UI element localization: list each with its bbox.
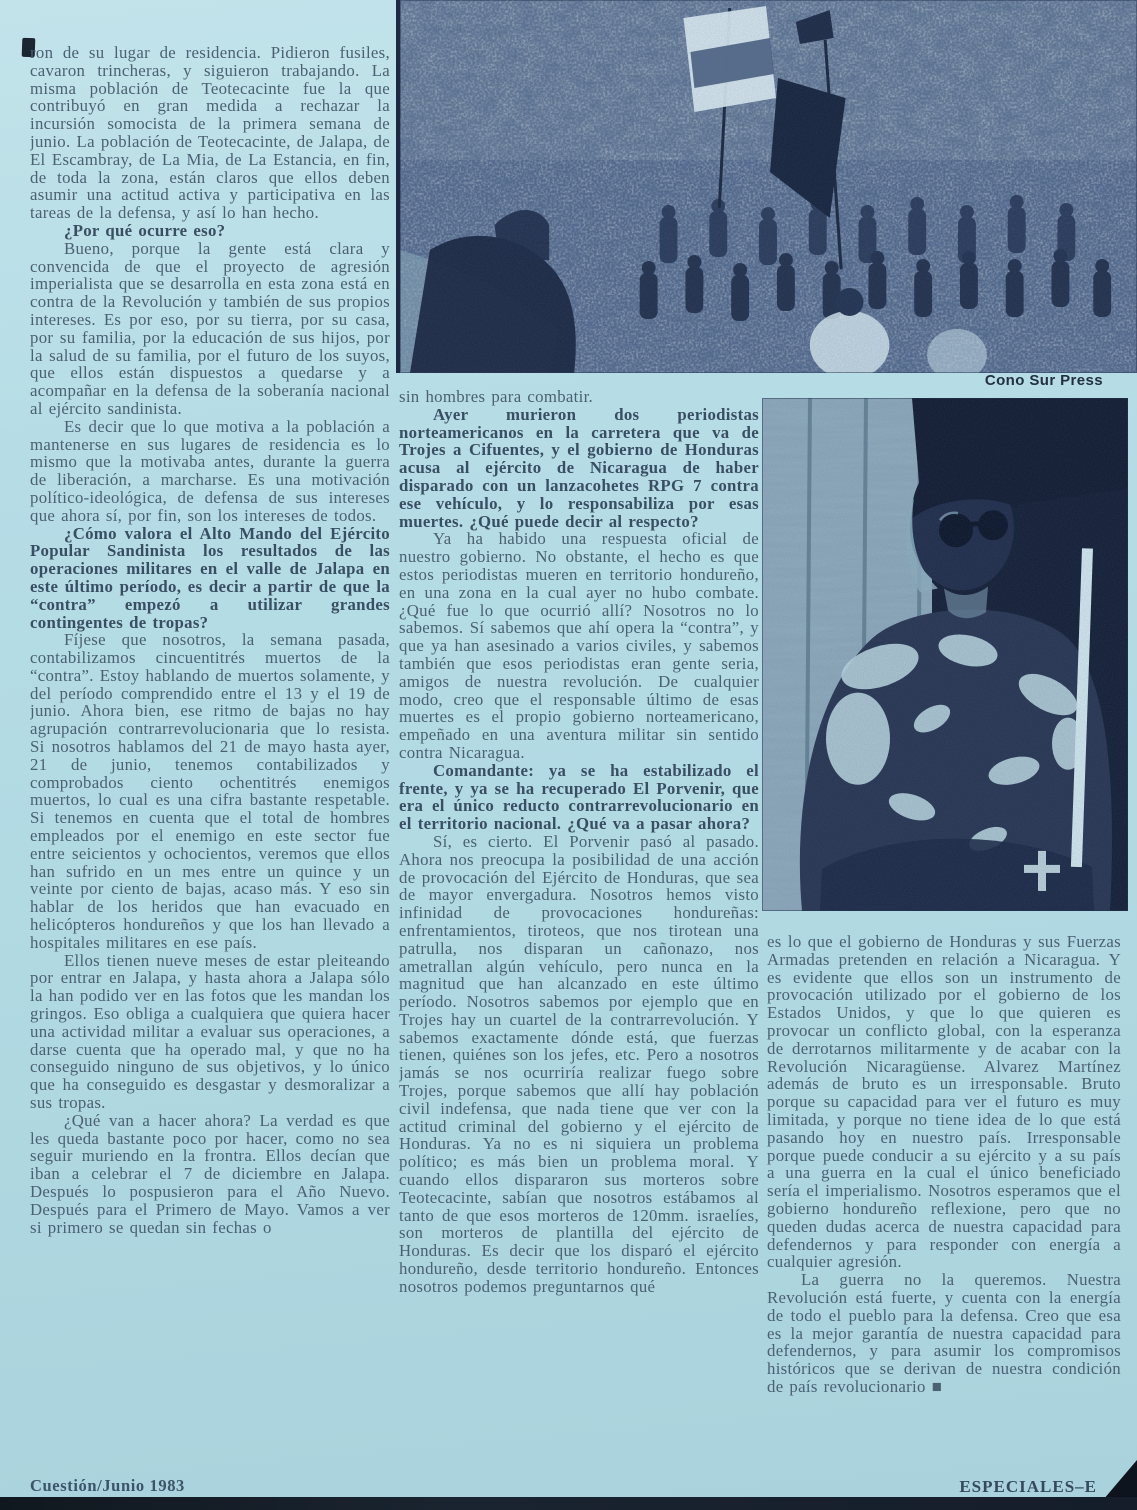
paragraph: Comandante: ya se ha estabilizado el frente, y ya se ha recuperado El Porvenir, que era el único reducto contrarrevolucionario en el territorio nacional. ¿Qué va a pasar ahora? (399, 760, 759, 834)
commander-portrait-photo (762, 398, 1128, 911)
column-right (767, 933, 1121, 1473)
paragraph: ¿Cómo valora el Alto Mando del Ejército Popular Sandinista los resultados de las operaciones militares en el valle de Jalapa en este último período, es decir a partir de que la “contra” empezó a utilizar grandes contingentes de tropas? (30, 523, 390, 632)
bottom-bar (0, 1497, 1137, 1510)
paragraph: Ellos tienen nueve meses de estar pleiteando por entrar en Jalapa, y hasta ahora a Jalapa sólo la han podido ver en las fotos que les mandan los gringos. Eso obliga a cualquiera que quiera hacer una actividad militar a evaluar sus operaciones, a darse cuenta que ha operado mal, y que no ha conseguido ninguno de sus objetivos, y lo único que ha conseguido es desgastar y desmoralizar a sus tropas. (30, 950, 390, 1113)
commander-portrait-illustration (762, 398, 1128, 911)
paragraph: ¿Por qué ocurre eso? (64, 220, 226, 240)
paragraph: ¿Qué van a hacer ahora? La verdad es que les queda bastante poco por hacer, como no sea seguir muriendo en la frontra. Ellos decían que iban a celebrar el 7 de diciembre en Jalapa. Después lo pospusieron para el Año Nuevo. Después para el Primero de Mayo. Vamos a ver si primero se quedan sin fechas o (30, 1110, 390, 1237)
paragraph: Fíjese que nosotros, la semana pasada, contabilizamos cincuentitrés muertos de la “contra”. Estoy hablando de muertos solamente, y del período comprendido entre el 13 y el 19 de junio. Ahora bien, ese ritmo de bajas no hay agrupación contrarrevolucionaria que lo resista. Si nosotros hablamos del 21 de mayo hasta ayer, 21 de junio, tenemos contabilizados y comprobados ciento ochentitrés enemigos muertos, lo cual es una cifra bastante respetable. Si tenemos en cuenta que el total de hombres empleados por el enemigo en este sector fue entre seicientos y ochocientos, veremos que ellos han sufrido en un mes entre un quince y un veinte por ciento de bajas, acaso más. Y eso sin hablar de los heridos que han evacuado en helicópteros hondureños y que los han llevado a hospitales militares en ese país. (30, 630, 390, 952)
crowd-rally-photo (396, 0, 1137, 373)
section-label: ESPECIALES–E (959, 1477, 1097, 1496)
paragraph: Sí, es cierto. El Porvenir pasó al pasado. Ahora nos preocupa la posibilidad de una acción de provocación del Ejército de Honduras, que sea de mayor envergadura. Nosotros hemos visto infinidad de provocaciones hondureñas: enfrentamientos, tiroteos, que nos tirotean una patrulla, nos disparan un cañonazo, nos ametrallan algún vehículo, pero nunca en la magnitud que han alcanzado en este último período. Nosotros sabemos por ejemplo que en Trojes hay un cuartel de la contrarrevolución. Y sabemos exactamente dónde está, que fuerzas tienen, quiénes son los jefes, etc. Pero a nosotros jamás se nos ocurriría realizar fuego sobre Trojes, porque sabemos que allí hay población civil indefensa, que nada tiene que ver con la actitud criminal del gobierno y el ejército de Honduras. Ya no es ni siquiera un problema político; es más bien un problema moral. Y cuando ellos dispararon sus morteros sobre Teotecacinte, sabían que nosotros estábamos al tanto de que esos morteros de 120mm. israelíes, son morteros de plantilla del ejército de Honduras. Es decir que los disparó el ejército hondureño, desde territorio hondureño. Entonces nosotros podemos preguntarnos qué (399, 831, 759, 1296)
paragraph: es lo que el gobierno de Honduras y sus Fuerzas Armadas pretenden en relación a Nicaragua. Y es evidente que ellos son un instrumento de provocación utilizado por el gobierno de los Estados Unidos, y que lo que quieren es provocar un conflicto global, con la esperanza de derrotarnos militarmente y de acabar con la Revolución Nicaragüense. Alvarez Martínez además de bruto es un irresponsable. Bruto porque su capacidad para ver el futuro es muy limitada, y porque no tiene idea de lo que está pasando hoy en nuestro país. Irresponsable porque puede conducir a su ejército y a su país a una guerra en la cual el único beneficiado sería el imperialismo. Nosotros esperamos que el gobierno hondureño reflexione, pero que no queden dudas acerca de nuestra capacidad para defendernos y para responder con energía a cualquier agresión. (767, 933, 1121, 1272)
paragraph: sin hombres para combatir. (399, 388, 594, 406)
paragraph: Es decir que lo que motiva a la población a mantenerse en sus lugares de residencia es lo mismo que la motivaba antes, durante la guerra de liberación, a marcharse. Es una motivación político-ideológica, de defensa de sus intereses que ahora sí, por fin, son los intereses de todos. (30, 416, 390, 525)
paragraph: Ayer murieron dos periodistas norteamericanos en la carretera que va de Trojes a Cifuentes, y el gobierno de Honduras acusa al ejército de Nicaragua de haber disparado con un lanzacohetes RPG 7 contra ese vehículo, y lo responsabiliza por esas muertes. ¿Qué puede decir al respecto? (399, 404, 759, 531)
paragraph: Ya ha habido una respuesta oficial de nuestro gobierno. No obstante, el hecho es que estos periodistas mueren en territorio hondureño, en una zona en la cual ayer no hubo combate. ¿Qué fue lo que ocurrió allí? Nosotros no lo sabemos. Sí sabemos que ahí opera la “contra”, y que ya han asesinado a varios civiles, y sabemos también que esos periodistas eran gente seria, amigos de nuestra revolución. De cualquier modo, creo que el responsable último de esas muertes es el propio gobierno norteamericano, empeñado en una aventura militar sin sentido contra Nicaragua. (399, 529, 759, 762)
paragraph: ron de su lugar de residencia. Pidieron fusiles, cavaron trincheras, y siguieron trabajando. La misma población de Teotecacinte fue la que contribuyó en gran medida a rechazar la incursión somocista de la primera semana de junio. La población de Teotecacinte, de Jalapa, de El Escambray, de La Mia, de La Estancia, en fin, de toda la zona, están claros que ellos deben asumir una actitud activa y participativa en las tareas de la defensa, y así lo han hecho. (30, 44, 390, 223)
crowd-rally-illustration (400, 0, 1137, 373)
column-left (30, 44, 390, 1472)
magazine-issue-label: Cuestión/Junio 1983 (30, 1476, 185, 1495)
column-middle (399, 388, 759, 1470)
paragraph: La guerra no la queremos. Nuestra Revolución está fuerte, y cuenta con la energía de todo el pueblo para la defensa. Creo que esa es la mejor garantía de nuestra capacidad para defendernos, y para asumir los compromisos históricos que se derivan de nuestra condición de país revolucionario ■ (767, 1270, 1121, 1396)
photo-credit: Cono Sur Press (984, 372, 1103, 389)
paragraph: Bueno, porque la gente está clara y convencida de que el proyecto de agresión imperialista que se desarrolla en esta zona está en contra de la Revolución y también de sus propios intereses. Es por eso, por su tierra, por su casa, por su familia, por la educación de sus hijos, por la salud de su familia, por el futuro de los suyos, que ellos están dispuestos a quedarse y a acompañar en la defensa de la soberanía nacional al ejército sandinista. (30, 238, 390, 418)
